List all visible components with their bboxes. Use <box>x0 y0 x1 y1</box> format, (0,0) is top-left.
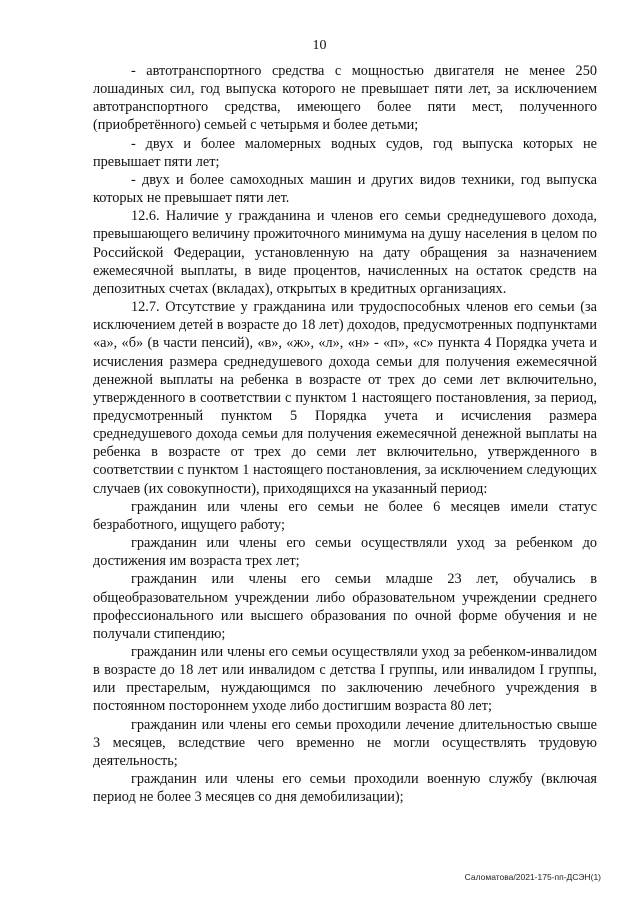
paragraph-medical-treatment: гражданин или члены его семьи проходили лечение длительностью свыше 3 месяцев, вследствие чего временно не могли осуществлять трудовую деятельность; <box>93 716 597 769</box>
document-body <box>93 62 597 806</box>
paragraph-students: гражданин или члены его семьи младше 23 лет, обучались в общеобразовательном учреждении либо образовательном учреждении среднего профессионального или высшего образования по очной форме обучения и не получали стипендию; <box>93 571 597 642</box>
paragraph-12-7: 12.7. Отсутствие у гражданина или трудоспособных членов его семьи (за исключением детей в возрасте до 18 лет) доходов, предусмотренных подпунктами «а», «б» (в части пенсий), «в», «ж», «л», «н» - «п», «с» пункта 4 Порядка учета и исчисления размера среднедушевого дохода семьи для получения ежемесячной денежной выплаты на ребенка в возрасте от трех до семи лет включительно, утвержденного в соответствии с пунктом 1 настоящего постановления, за период, предусмотренный пунктом 5 Порядка учета и исчисления размера среднедушевого дохода семьи для получения ежемесячной денежной выплаты на ребенка в возрасте от трех до семи лет включительно, утвержденного в соответствии с пунктом 1 настоящего постановления, за исключением следующих случаев (их совокупности), приходящихся на указанный период: <box>93 299 597 497</box>
paragraph-small-boats: - двух и более маломерных водных судов, год выпуска которых не превышает пяти лет; <box>93 135 597 170</box>
page-number: 10 <box>312 38 327 53</box>
document-footer-note: Саломатова/2021-175-пп-ДСЭН(1) <box>464 872 601 882</box>
paragraph-unemployed: гражданин или члены его семьи не более 6 месяцев имели статус безработного, ищущего работу; <box>93 498 597 533</box>
paragraph-vehicle-250hp: - автотранспортного средства с мощностью двигателя не менее 250 лошадиных сил, год выпуска которого не превышает пяти лет, за исключением автотранспортного средства, имеющего более пяти мест, полученного (приобретённого) семьей с четырьмя и более детьми; <box>93 63 597 134</box>
paragraph-military-service: гражданин или члены его семьи проходили военную службу (включая период не более 3 месяцев со дня демобилизации); <box>93 771 597 806</box>
paragraph-childcare: гражданин или члены его семьи осуществляли уход за ребенком до достижения им возраста трех лет; <box>93 535 597 570</box>
paragraph-self-propelled-machines: - двух и более самоходных машин и других видов техники, год выпуска которых не превышает пяти лет. <box>93 171 597 207</box>
paragraph-12-6: 12.6. Наличие у гражданина и членов его семьи среднедушевого дохода, превышающего величину прожиточного минимума на душу населения в целом по Российской Федерации, установленную на дату обращения за назначением ежемесячной выплаты, в виде процентов, начисленных на остаток средств на депозитных счетах (вкладах), открытых в кредитных организациях. <box>93 208 597 297</box>
paragraph-disabled-care: гражданин или члены его семьи осуществляли уход за ребенком-инвалидом в возрасте до 18 лет или инвалидом с детства I группы, или инвалидом I группы, или престарелым, нуждающимся по заключению лечебного учреждения в постоянном постороннем уходе либо достигшим возраста 80 лет; <box>93 644 597 715</box>
